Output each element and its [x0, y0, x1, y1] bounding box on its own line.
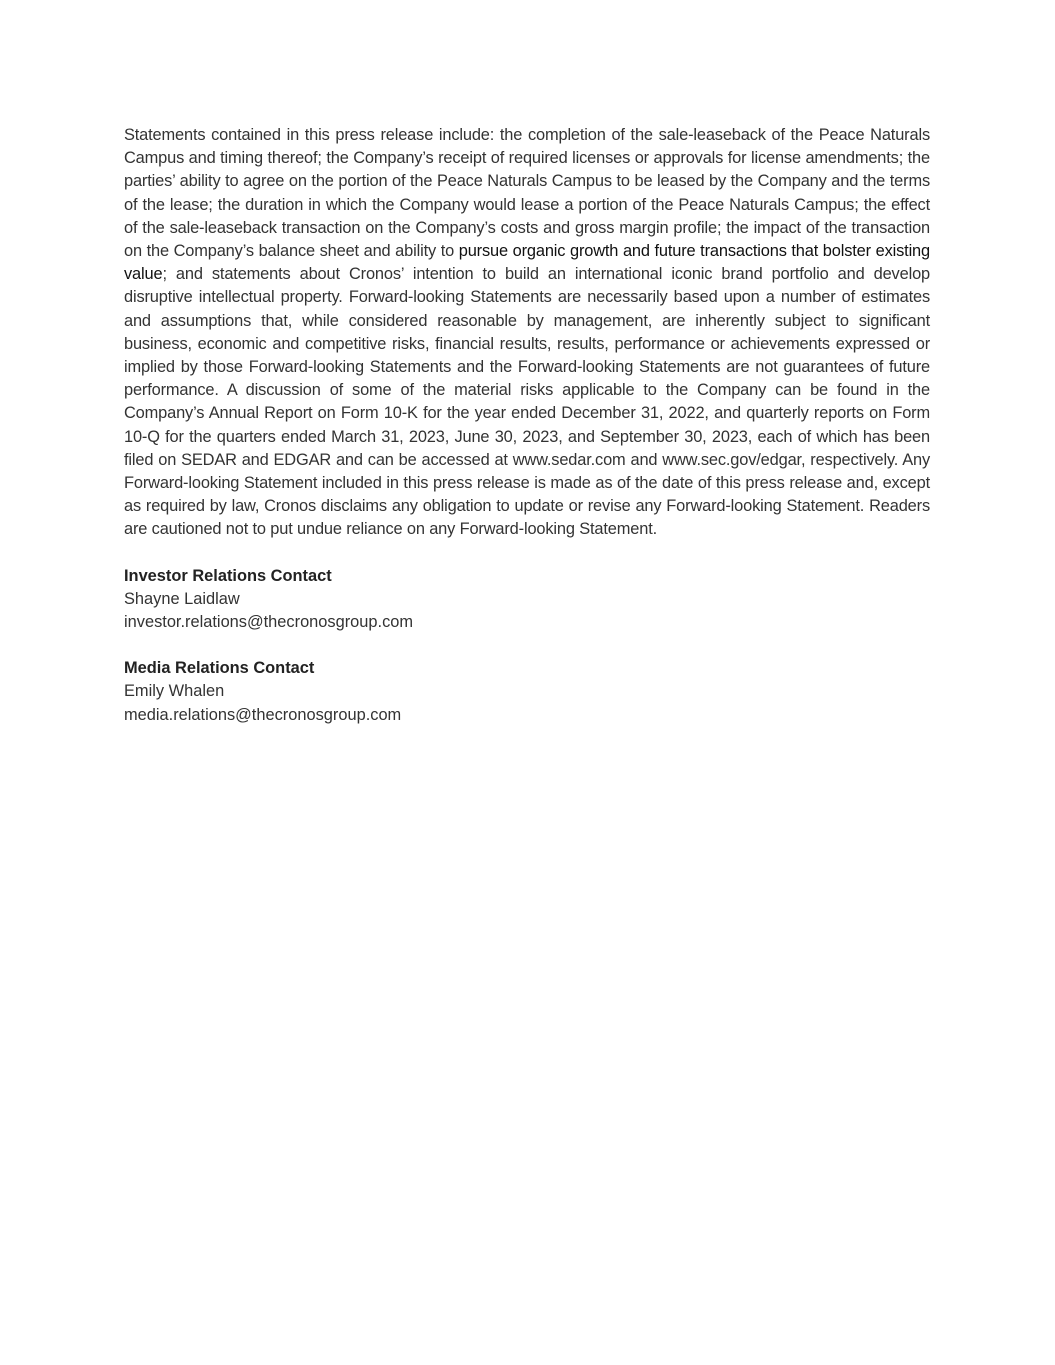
investor-relations-contact [124, 565, 930, 635]
media-contact-heading: Media Relations Contact [124, 659, 315, 678]
investor-contact-heading: Investor Relations Contact [124, 566, 332, 585]
media-relations-contact [124, 657, 930, 727]
paragraph-text-part-3: ; and statements about Cronos’ intention to build an international iconic brand portfolio and develop disruptive intellectual property. Forward-looking Statements are necessarily based upon a number of estimates and assumptions that, while considered reasonable by management, are inherently subject to significant business, economic and competitive risks, financial results, results, performance or achievements expressed or implied by those Forward-looking Statements and the Forward-looking Statements are not guarantees of future performance. A discussion of some of the material risks applicable to the Company can be found in the Company’s Annual Report on Form 10-K for the year ended December 31, 2022, and quarterly reports on Form 10-Q for the quarters ended March 31, 2023, June 30, 2023, and September 30, 2023, each of which has been filed on SEDAR and EDGAR and can be accessed at www.sedar.com and www.sec.gov/edgar, respectively. Any Forward-looking Statement included in this press release is made as of the date of this press release and, except as required by law, Cronos disclaims any obligation to update or revise any Forward-looking Statement. Readers are cautioned not to put undue reliance on any Forward-looking Statement. [124, 265, 930, 539]
investor-contact-email[interactable]: investor.relations@thecronosgroup.com [124, 613, 414, 632]
media-contact-email[interactable]: media.relations@thecronosgroup.com [124, 705, 402, 724]
paragraph-text-part-1: Statements contained in this press release include: the completion of the sale-leaseback of the Peace Naturals Campus and timing thereof; the Company’s receipt of required licenses or approvals for license amendments; the parties’ ability to agree on the portion of the Peace Naturals Campus to be leased by the Company and the terms of the lease; the duration in which the Company would lease a portion of the Peace Naturals Campus; the effect of the sale-leaseback transaction on the Company’s costs and gross margin profile; the impact of the transaction on the Company’s balance sheet and ability to [124, 126, 930, 261]
forward-looking-statements-paragraph [124, 124, 930, 542]
paragraph-text-part-2: pursue organic growth and future transactions that bolster existing value [124, 242, 930, 284]
investor-contact-name: Shayne Laidlaw [124, 589, 240, 608]
document-content [124, 124, 930, 727]
media-contact-name: Emily Whalen [124, 682, 225, 701]
